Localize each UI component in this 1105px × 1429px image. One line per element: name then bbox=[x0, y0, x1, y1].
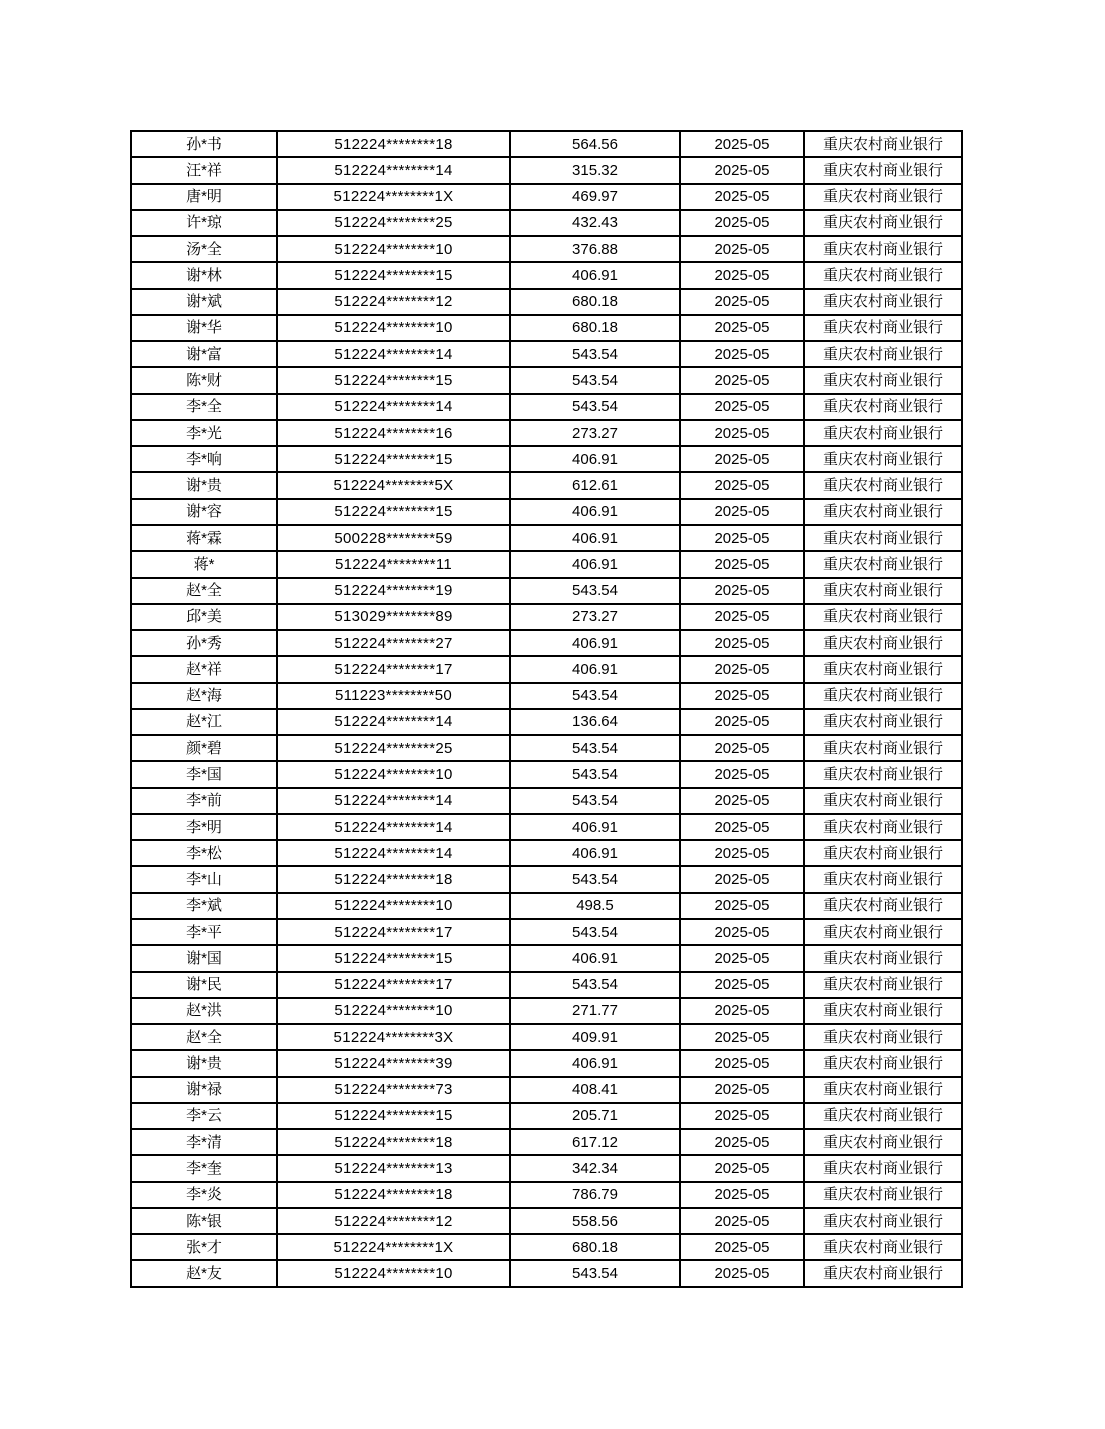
cell-month: 2025-05 bbox=[680, 210, 804, 236]
cell-id-number: 512224********14 bbox=[277, 709, 510, 735]
cell-amount: 342.34 bbox=[510, 1155, 680, 1181]
cell-amount: 432.43 bbox=[510, 210, 680, 236]
cell-id-number: 512224********12 bbox=[277, 1208, 510, 1234]
table-row bbox=[131, 184, 962, 210]
table-row bbox=[131, 236, 962, 262]
table-row bbox=[131, 499, 962, 525]
cell-name: 许*琼 bbox=[131, 210, 277, 236]
cell-amount: 406.91 bbox=[510, 262, 680, 288]
table-row bbox=[131, 210, 962, 236]
cell-month: 2025-05 bbox=[680, 131, 804, 157]
cell-month: 2025-05 bbox=[680, 446, 804, 472]
cell-id-number: 511223********50 bbox=[277, 683, 510, 709]
cell-name: 李*炎 bbox=[131, 1182, 277, 1208]
cell-bank: 重庆农村商业银行 bbox=[804, 893, 962, 919]
cell-month: 2025-05 bbox=[680, 578, 804, 604]
cell-id-number: 512224********12 bbox=[277, 289, 510, 315]
table-row bbox=[131, 840, 962, 866]
cell-month: 2025-05 bbox=[680, 840, 804, 866]
table-row bbox=[131, 131, 962, 157]
cell-amount: 406.91 bbox=[510, 525, 680, 551]
cell-month: 2025-05 bbox=[680, 341, 804, 367]
cell-amount: 273.27 bbox=[510, 420, 680, 446]
cell-amount: 408.41 bbox=[510, 1077, 680, 1103]
cell-id-number: 512224********10 bbox=[277, 315, 510, 341]
cell-id-number: 512224********27 bbox=[277, 630, 510, 656]
cell-id-number: 512224********10 bbox=[277, 998, 510, 1024]
cell-bank: 重庆农村商业银行 bbox=[804, 1024, 962, 1050]
cell-month: 2025-05 bbox=[680, 1050, 804, 1076]
cell-name: 汤*全 bbox=[131, 236, 277, 262]
table-row bbox=[131, 394, 962, 420]
cell-id-number: 512224********15 bbox=[277, 499, 510, 525]
cell-bank: 重庆农村商业银行 bbox=[804, 446, 962, 472]
table-row bbox=[131, 551, 962, 577]
table-row bbox=[131, 1182, 962, 1208]
cell-amount: 543.54 bbox=[510, 735, 680, 761]
cell-month: 2025-05 bbox=[680, 1129, 804, 1155]
cell-month: 2025-05 bbox=[680, 814, 804, 840]
cell-name: 谢*富 bbox=[131, 341, 277, 367]
cell-id-number: 512224********15 bbox=[277, 1103, 510, 1129]
cell-amount: 543.54 bbox=[510, 919, 680, 945]
cell-id-number: 512224********17 bbox=[277, 656, 510, 682]
cell-bank: 重庆农村商业银行 bbox=[804, 551, 962, 577]
cell-month: 2025-05 bbox=[680, 998, 804, 1024]
table-row bbox=[131, 157, 962, 183]
cell-bank: 重庆农村商业银行 bbox=[804, 840, 962, 866]
cell-month: 2025-05 bbox=[680, 866, 804, 892]
table-row bbox=[131, 972, 962, 998]
cell-name: 赵*友 bbox=[131, 1260, 277, 1287]
cell-amount: 543.54 bbox=[510, 394, 680, 420]
table-row bbox=[131, 1077, 962, 1103]
table-row bbox=[131, 420, 962, 446]
cell-id-number: 512224********14 bbox=[277, 814, 510, 840]
cell-name: 赵*全 bbox=[131, 1024, 277, 1050]
cell-name: 孙*秀 bbox=[131, 630, 277, 656]
cell-amount: 543.54 bbox=[510, 341, 680, 367]
cell-bank: 重庆农村商业银行 bbox=[804, 131, 962, 157]
cell-id-number: 512224********14 bbox=[277, 157, 510, 183]
cell-id-number: 512224********14 bbox=[277, 341, 510, 367]
table-row bbox=[131, 630, 962, 656]
cell-amount: 617.12 bbox=[510, 1129, 680, 1155]
cell-name: 谢*斌 bbox=[131, 289, 277, 315]
cell-id-number: 512224********14 bbox=[277, 840, 510, 866]
cell-month: 2025-05 bbox=[680, 1024, 804, 1050]
table-row bbox=[131, 446, 962, 472]
table-row bbox=[131, 1129, 962, 1155]
cell-id-number: 512224********10 bbox=[277, 893, 510, 919]
cell-name: 李*国 bbox=[131, 761, 277, 787]
cell-amount: 136.64 bbox=[510, 709, 680, 735]
cell-name: 李*奎 bbox=[131, 1155, 277, 1181]
cell-name: 赵*洪 bbox=[131, 998, 277, 1024]
cell-bank: 重庆农村商业银行 bbox=[804, 919, 962, 945]
cell-id-number: 512224********39 bbox=[277, 1050, 510, 1076]
cell-month: 2025-05 bbox=[680, 1260, 804, 1287]
cell-bank: 重庆农村商业银行 bbox=[804, 157, 962, 183]
cell-id-number: 512224********18 bbox=[277, 1182, 510, 1208]
payment-table-body bbox=[131, 131, 962, 1287]
cell-month: 2025-05 bbox=[680, 893, 804, 919]
cell-month: 2025-05 bbox=[680, 788, 804, 814]
cell-bank: 重庆农村商业银行 bbox=[804, 210, 962, 236]
cell-name: 孙*书 bbox=[131, 131, 277, 157]
cell-name: 赵*全 bbox=[131, 578, 277, 604]
cell-month: 2025-05 bbox=[680, 735, 804, 761]
cell-name: 李*斌 bbox=[131, 893, 277, 919]
cell-id-number: 512224********18 bbox=[277, 866, 510, 892]
cell-amount: 612.61 bbox=[510, 472, 680, 498]
cell-bank: 重庆农村商业银行 bbox=[804, 709, 962, 735]
cell-bank: 重庆农村商业银行 bbox=[804, 1129, 962, 1155]
cell-bank: 重庆农村商业银行 bbox=[804, 1103, 962, 1129]
cell-amount: 406.91 bbox=[510, 840, 680, 866]
cell-month: 2025-05 bbox=[680, 1077, 804, 1103]
table-row bbox=[131, 735, 962, 761]
cell-month: 2025-05 bbox=[680, 1155, 804, 1181]
cell-name: 蒋*霖 bbox=[131, 525, 277, 551]
cell-name: 李*松 bbox=[131, 840, 277, 866]
cell-id-number: 512224********15 bbox=[277, 446, 510, 472]
cell-name: 谢*国 bbox=[131, 945, 277, 971]
cell-id-number: 512224********10 bbox=[277, 236, 510, 262]
cell-bank: 重庆农村商业银行 bbox=[804, 236, 962, 262]
cell-id-number: 512224********14 bbox=[277, 788, 510, 814]
cell-amount: 558.56 bbox=[510, 1208, 680, 1234]
table-row bbox=[131, 656, 962, 682]
cell-id-number: 513029********89 bbox=[277, 604, 510, 630]
cell-month: 2025-05 bbox=[680, 551, 804, 577]
cell-bank: 重庆农村商业银行 bbox=[804, 341, 962, 367]
table-row bbox=[131, 709, 962, 735]
cell-id-number: 512224********25 bbox=[277, 210, 510, 236]
cell-bank: 重庆农村商业银行 bbox=[804, 1050, 962, 1076]
cell-name: 李*光 bbox=[131, 420, 277, 446]
cell-amount: 376.88 bbox=[510, 236, 680, 262]
cell-name: 谢*贵 bbox=[131, 472, 277, 498]
cell-bank: 重庆农村商业银行 bbox=[804, 1182, 962, 1208]
cell-month: 2025-05 bbox=[680, 262, 804, 288]
cell-name: 李*全 bbox=[131, 394, 277, 420]
table-row bbox=[131, 893, 962, 919]
cell-bank: 重庆农村商业银行 bbox=[804, 472, 962, 498]
cell-bank: 重庆农村商业银行 bbox=[804, 1155, 962, 1181]
cell-name: 张*才 bbox=[131, 1234, 277, 1260]
cell-name: 蒋* bbox=[131, 551, 277, 577]
cell-amount: 680.18 bbox=[510, 315, 680, 341]
cell-name: 谢*林 bbox=[131, 262, 277, 288]
table-row bbox=[131, 945, 962, 971]
table-row bbox=[131, 578, 962, 604]
cell-amount: 406.91 bbox=[510, 446, 680, 472]
cell-month: 2025-05 bbox=[680, 1208, 804, 1234]
payment-table bbox=[130, 130, 963, 1288]
cell-name: 谢*容 bbox=[131, 499, 277, 525]
cell-month: 2025-05 bbox=[680, 656, 804, 682]
cell-bank: 重庆农村商业银行 bbox=[804, 420, 962, 446]
cell-amount: 543.54 bbox=[510, 1260, 680, 1287]
cell-amount: 205.71 bbox=[510, 1103, 680, 1129]
cell-bank: 重庆农村商业银行 bbox=[804, 972, 962, 998]
cell-id-number: 512224********19 bbox=[277, 578, 510, 604]
cell-name: 赵*江 bbox=[131, 709, 277, 735]
cell-amount: 680.18 bbox=[510, 289, 680, 315]
cell-amount: 406.91 bbox=[510, 551, 680, 577]
cell-month: 2025-05 bbox=[680, 499, 804, 525]
table-row bbox=[131, 866, 962, 892]
table-row bbox=[131, 1234, 962, 1260]
cell-name: 颜*碧 bbox=[131, 735, 277, 761]
cell-amount: 406.91 bbox=[510, 630, 680, 656]
cell-id-number: 512224********5X bbox=[277, 472, 510, 498]
cell-name: 赵*祥 bbox=[131, 656, 277, 682]
cell-bank: 重庆农村商业银行 bbox=[804, 184, 962, 210]
cell-id-number: 512224********1X bbox=[277, 1234, 510, 1260]
cell-id-number: 512224********10 bbox=[277, 761, 510, 787]
cell-amount: 273.27 bbox=[510, 604, 680, 630]
cell-bank: 重庆农村商业银行 bbox=[804, 945, 962, 971]
cell-bank: 重庆农村商业银行 bbox=[804, 814, 962, 840]
cell-amount: 409.91 bbox=[510, 1024, 680, 1050]
cell-name: 李*平 bbox=[131, 919, 277, 945]
cell-bank: 重庆农村商业银行 bbox=[804, 1208, 962, 1234]
table-row bbox=[131, 262, 962, 288]
cell-bank: 重庆农村商业银行 bbox=[804, 998, 962, 1024]
cell-amount: 271.77 bbox=[510, 998, 680, 1024]
table-row bbox=[131, 919, 962, 945]
cell-bank: 重庆农村商业银行 bbox=[804, 499, 962, 525]
cell-bank: 重庆农村商业银行 bbox=[804, 683, 962, 709]
cell-id-number: 512224********17 bbox=[277, 919, 510, 945]
cell-month: 2025-05 bbox=[680, 236, 804, 262]
cell-id-number: 512224********25 bbox=[277, 735, 510, 761]
cell-amount: 543.54 bbox=[510, 683, 680, 709]
cell-name: 邱*美 bbox=[131, 604, 277, 630]
cell-id-number: 512224********10 bbox=[277, 1260, 510, 1287]
table-row bbox=[131, 367, 962, 393]
cell-bank: 重庆农村商业银行 bbox=[804, 788, 962, 814]
cell-id-number: 512224********18 bbox=[277, 1129, 510, 1155]
cell-amount: 406.91 bbox=[510, 814, 680, 840]
cell-name: 李*山 bbox=[131, 866, 277, 892]
cell-month: 2025-05 bbox=[680, 525, 804, 551]
cell-id-number: 512224********73 bbox=[277, 1077, 510, 1103]
cell-bank: 重庆农村商业银行 bbox=[804, 1260, 962, 1287]
cell-amount: 564.56 bbox=[510, 131, 680, 157]
cell-month: 2025-05 bbox=[680, 472, 804, 498]
cell-name: 谢*贵 bbox=[131, 1050, 277, 1076]
cell-amount: 406.91 bbox=[510, 499, 680, 525]
cell-name: 赵*海 bbox=[131, 683, 277, 709]
cell-month: 2025-05 bbox=[680, 367, 804, 393]
cell-bank: 重庆农村商业银行 bbox=[804, 262, 962, 288]
cell-id-number: 512224********17 bbox=[277, 972, 510, 998]
cell-name: 陈*银 bbox=[131, 1208, 277, 1234]
cell-month: 2025-05 bbox=[680, 1182, 804, 1208]
cell-amount: 469.97 bbox=[510, 184, 680, 210]
cell-bank: 重庆农村商业银行 bbox=[804, 604, 962, 630]
cell-id-number: 512224********13 bbox=[277, 1155, 510, 1181]
cell-month: 2025-05 bbox=[680, 604, 804, 630]
table-row bbox=[131, 1050, 962, 1076]
cell-bank: 重庆农村商业银行 bbox=[804, 735, 962, 761]
cell-name: 李*明 bbox=[131, 814, 277, 840]
cell-month: 2025-05 bbox=[680, 1234, 804, 1260]
cell-bank: 重庆农村商业银行 bbox=[804, 367, 962, 393]
table-row bbox=[131, 289, 962, 315]
cell-name: 李*云 bbox=[131, 1103, 277, 1129]
cell-bank: 重庆农村商业银行 bbox=[804, 630, 962, 656]
cell-amount: 498.5 bbox=[510, 893, 680, 919]
table-row bbox=[131, 1103, 962, 1129]
cell-id-number: 512224********3X bbox=[277, 1024, 510, 1050]
cell-name: 谢*禄 bbox=[131, 1077, 277, 1103]
table-row bbox=[131, 998, 962, 1024]
cell-amount: 406.91 bbox=[510, 1050, 680, 1076]
cell-id-number: 512224********11 bbox=[277, 551, 510, 577]
cell-amount: 406.91 bbox=[510, 656, 680, 682]
cell-bank: 重庆农村商业银行 bbox=[804, 289, 962, 315]
cell-amount: 543.54 bbox=[510, 866, 680, 892]
cell-id-number: 512224********15 bbox=[277, 367, 510, 393]
cell-name: 唐*明 bbox=[131, 184, 277, 210]
cell-month: 2025-05 bbox=[680, 289, 804, 315]
cell-bank: 重庆农村商业银行 bbox=[804, 315, 962, 341]
table-row bbox=[131, 1024, 962, 1050]
cell-id-number: 512224********16 bbox=[277, 420, 510, 446]
table-row bbox=[131, 683, 962, 709]
cell-amount: 543.54 bbox=[510, 788, 680, 814]
table-row bbox=[131, 814, 962, 840]
cell-name: 谢*华 bbox=[131, 315, 277, 341]
cell-bank: 重庆农村商业银行 bbox=[804, 525, 962, 551]
table-row bbox=[131, 604, 962, 630]
cell-id-number: 512224********15 bbox=[277, 262, 510, 288]
cell-month: 2025-05 bbox=[680, 420, 804, 446]
cell-amount: 543.54 bbox=[510, 972, 680, 998]
cell-month: 2025-05 bbox=[680, 394, 804, 420]
cell-month: 2025-05 bbox=[680, 157, 804, 183]
cell-month: 2025-05 bbox=[680, 630, 804, 656]
cell-amount: 543.54 bbox=[510, 761, 680, 787]
cell-id-number: 512224********15 bbox=[277, 945, 510, 971]
table-row bbox=[131, 525, 962, 551]
cell-bank: 重庆农村商业银行 bbox=[804, 656, 962, 682]
table-row bbox=[131, 315, 962, 341]
cell-month: 2025-05 bbox=[680, 709, 804, 735]
cell-month: 2025-05 bbox=[680, 945, 804, 971]
cell-month: 2025-05 bbox=[680, 919, 804, 945]
table-row bbox=[131, 1155, 962, 1181]
cell-id-number: 500228********59 bbox=[277, 525, 510, 551]
table-row bbox=[131, 1208, 962, 1234]
table-row bbox=[131, 761, 962, 787]
cell-month: 2025-05 bbox=[680, 972, 804, 998]
cell-month: 2025-05 bbox=[680, 184, 804, 210]
cell-bank: 重庆农村商业银行 bbox=[804, 761, 962, 787]
cell-name: 谢*民 bbox=[131, 972, 277, 998]
cell-bank: 重庆农村商业银行 bbox=[804, 1234, 962, 1260]
cell-name: 汪*祥 bbox=[131, 157, 277, 183]
table-row bbox=[131, 472, 962, 498]
cell-name: 李*前 bbox=[131, 788, 277, 814]
cell-amount: 406.91 bbox=[510, 945, 680, 971]
cell-amount: 543.54 bbox=[510, 578, 680, 604]
cell-bank: 重庆农村商业银行 bbox=[804, 866, 962, 892]
cell-month: 2025-05 bbox=[680, 1103, 804, 1129]
cell-month: 2025-05 bbox=[680, 315, 804, 341]
cell-name: 李*清 bbox=[131, 1129, 277, 1155]
cell-month: 2025-05 bbox=[680, 683, 804, 709]
table-row bbox=[131, 341, 962, 367]
cell-bank: 重庆农村商业银行 bbox=[804, 578, 962, 604]
cell-name: 李*响 bbox=[131, 446, 277, 472]
cell-amount: 680.18 bbox=[510, 1234, 680, 1260]
cell-amount: 315.32 bbox=[510, 157, 680, 183]
cell-id-number: 512224********1X bbox=[277, 184, 510, 210]
cell-amount: 543.54 bbox=[510, 367, 680, 393]
table-row bbox=[131, 1260, 962, 1287]
cell-month: 2025-05 bbox=[680, 761, 804, 787]
cell-amount: 786.79 bbox=[510, 1182, 680, 1208]
cell-name: 陈*财 bbox=[131, 367, 277, 393]
cell-id-number: 512224********14 bbox=[277, 394, 510, 420]
cell-bank: 重庆农村商业银行 bbox=[804, 1077, 962, 1103]
cell-bank: 重庆农村商业银行 bbox=[804, 394, 962, 420]
table-row bbox=[131, 788, 962, 814]
cell-id-number: 512224********18 bbox=[277, 131, 510, 157]
